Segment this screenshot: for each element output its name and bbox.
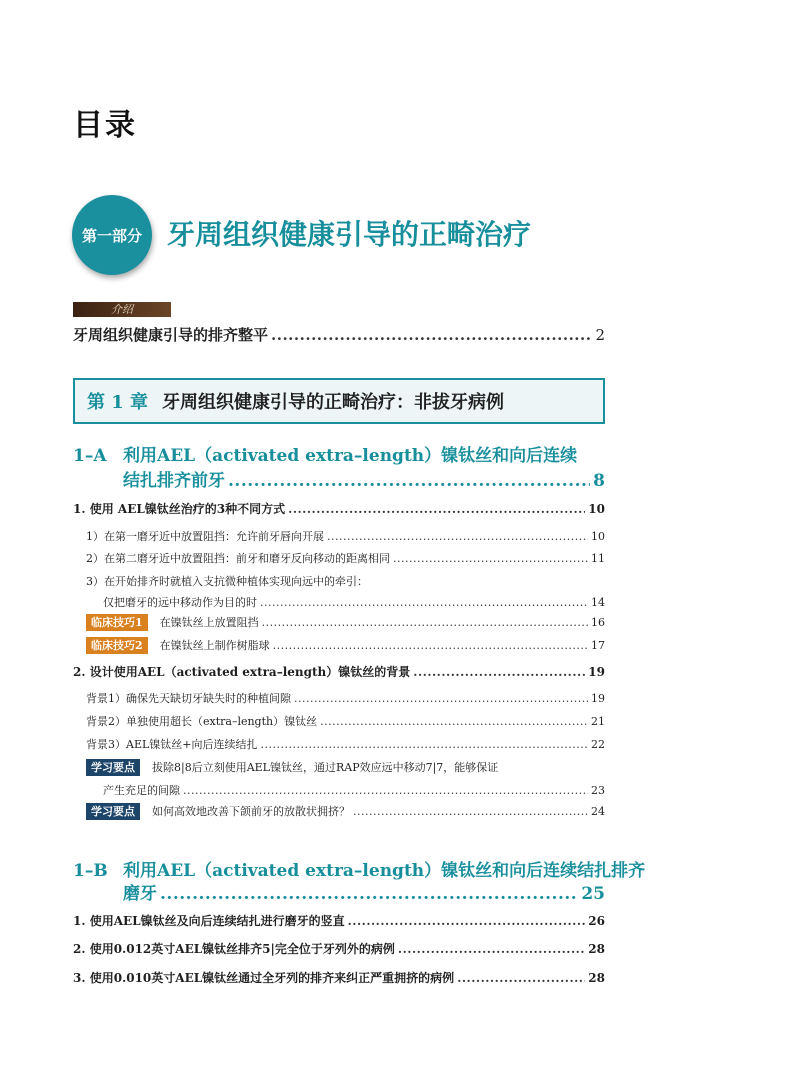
dot-leader <box>273 639 588 652</box>
study-point-badge: 学习要点 <box>86 759 140 776</box>
page-number: 2 <box>595 326 605 344</box>
section-heading-line2[interactable] <box>123 466 605 491</box>
entry-title: 拔除8|8后立刻使用AEL镍钛丝，通过RAP效应远中移动7|7，能够保证 <box>152 761 499 774</box>
page-number: 23 <box>591 784 605 797</box>
section-code: 1–A <box>73 446 107 466</box>
entry-title: 3）在开始排齐时就植入支抗微种植体实现向远中的牵引： <box>86 575 368 588</box>
entry-title-cont: 产生充足的间隙 <box>103 784 180 797</box>
page-title: 目录 <box>73 108 137 143</box>
entry-title: 2. 设计使用AEL（activated extra–length）镍钛丝的背景 <box>73 665 411 679</box>
entry-title: 如何高效地改善下颌前牙的放散状拥挤？ <box>152 805 350 818</box>
toc-entry-line1[interactable] <box>86 573 605 589</box>
page-number: 21 <box>591 715 605 728</box>
section-heading-line2[interactable] <box>123 879 605 904</box>
dot-leader <box>271 326 592 344</box>
clinical-tip-badge: 临床技巧1 <box>86 614 148 631</box>
entry-title-cont: 仅把磨牙的远中移动作为目的时 <box>103 596 257 609</box>
page-number: 24 <box>591 805 605 818</box>
toc-entry[interactable] <box>73 940 605 957</box>
toc-entry[interactable] <box>86 528 605 544</box>
page-number: 19 <box>588 665 605 679</box>
toc-entry[interactable] <box>73 912 605 929</box>
entry-title: 背景1）确保先天缺切牙缺失时的种植间隙 <box>86 692 291 705</box>
chapter-number: 第 1 章 <box>87 392 149 413</box>
dot-leader <box>320 715 588 728</box>
chapter-heading[interactable] <box>73 378 605 424</box>
entry-title: 在镍钛丝上放置阻挡 <box>159 616 259 629</box>
entry-title: 在镍钛丝上制作树脂球 <box>159 639 270 652</box>
toc-entry[interactable] <box>73 663 605 680</box>
section-heading[interactable] <box>73 441 577 466</box>
toc-entry-line2[interactable] <box>103 782 605 798</box>
chapter-title: 牙周组织健康引导的正畸治疗：非拔牙病例 <box>162 392 505 413</box>
section-title: 利用AEL（activated extra–length）镍钛丝和向后连续 <box>123 446 578 466</box>
toc-entry[interactable] <box>73 969 605 986</box>
page-number: 28 <box>588 942 605 956</box>
toc-entry[interactable] <box>86 713 605 729</box>
page-number: 22 <box>591 738 605 751</box>
intro-entry[interactable] <box>73 324 605 345</box>
section-title-cont: 结扎排齐前牙 <box>123 471 225 491</box>
section-heading[interactable] <box>73 856 645 881</box>
entry-title: 1. 使用AEL镍钛丝及向后连续结扎进行磨牙的竖直 <box>73 914 345 928</box>
toc-entry[interactable] <box>86 803 605 820</box>
entry-title: 2）在第二磨牙近中放置阻挡：前牙和磨牙反向移动的距离相同 <box>86 552 390 565</box>
toc-entry[interactable] <box>73 500 605 517</box>
dot-leader <box>398 942 585 956</box>
study-point-badge: 学习要点 <box>86 803 140 820</box>
dot-leader <box>348 914 586 928</box>
dot-leader <box>327 530 588 543</box>
entry-title: 1）在第一磨牙近中放置阻挡：允许前牙唇向开展 <box>86 530 324 543</box>
dot-leader <box>353 805 588 818</box>
dot-leader <box>393 552 588 565</box>
dot-leader <box>262 616 588 629</box>
dot-leader <box>160 884 578 904</box>
part-badge: 第一部分 <box>72 195 152 275</box>
page-number: 25 <box>581 884 605 904</box>
dot-leader <box>288 502 585 516</box>
dot-leader <box>228 471 590 491</box>
toc-entry[interactable] <box>86 614 605 631</box>
dot-leader <box>413 665 585 679</box>
entry-title: 1. 使用 AEL镍钛丝治疗的3种不同方式 <box>73 502 286 516</box>
entry-title: 3. 使用0.010英寸AEL镍钛丝通过全牙列的排齐来纠正严重拥挤的病例 <box>73 971 455 985</box>
toc-entry[interactable] <box>86 637 605 654</box>
toc-entry[interactable] <box>86 736 605 752</box>
section-title-cont: 磨牙 <box>123 884 157 904</box>
toc-entry[interactable] <box>86 690 605 706</box>
page-number: 8 <box>593 471 605 491</box>
page-number: 10 <box>588 502 605 516</box>
dot-leader <box>183 784 588 797</box>
dot-leader <box>260 596 588 609</box>
section-title: 利用AEL（activated extra–length）镍钛丝和向后连续结扎排齐 <box>123 861 646 881</box>
entry-title: 2. 使用0.012英寸AEL镍钛丝排齐5|完全位于牙列外的病例 <box>73 942 395 956</box>
page-number: 14 <box>591 596 605 609</box>
entry-title: 牙周组织健康引导的排齐整平 <box>73 326 269 344</box>
page-number: 26 <box>588 914 605 928</box>
page-number: 17 <box>591 639 605 652</box>
entry-title: 背景3）AEL镍钛丝+向后连续结扎 <box>86 738 258 751</box>
dot-leader <box>457 971 585 985</box>
section-code: 1–B <box>73 861 108 881</box>
dot-leader <box>261 738 589 751</box>
page-number: 16 <box>591 616 605 629</box>
page-number: 19 <box>591 692 605 705</box>
toc-entry-line2[interactable] <box>103 594 605 610</box>
page-number: 10 <box>591 530 605 543</box>
dot-leader <box>294 692 588 705</box>
toc-entry[interactable] <box>86 550 605 566</box>
page-number: 28 <box>588 971 605 985</box>
part-title: 牙周组织健康引导的正畸治疗 <box>167 218 532 251</box>
page-number: 11 <box>591 552 605 565</box>
entry-title: 背景2）单独使用超长（extra–length）镍钛丝 <box>86 715 318 728</box>
toc-entry-line1[interactable] <box>86 759 605 776</box>
intro-tag: 介绍 <box>73 302 171 317</box>
clinical-tip-badge: 临床技巧2 <box>86 637 148 654</box>
